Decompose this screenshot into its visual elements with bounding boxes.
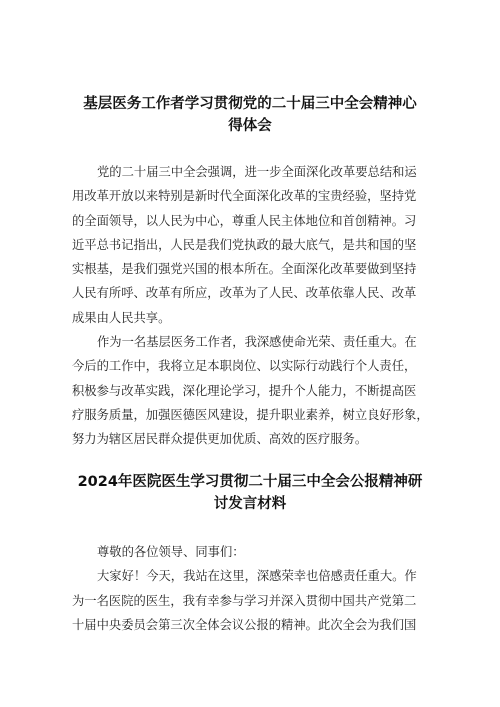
article1-body [72,160,434,452]
article2-salutation: 尊敬的各位领导、同事们： [97,545,245,559]
article1-p1-line: 人民有所呼、改革有所应，改革为了人民、改革依靠人民、改革 [72,286,417,301]
article1-p2-line: 努力为辖区居民群众提供更加优质、高效的医疗服务。 [72,432,368,447]
article2-p1-line: 为一名医院的医生，我有幸参与学习并深入贯彻中国共产党第二 [72,593,417,608]
article1-p2-line: 今后的工作中，我将立足本职岗位、以实际行动践行个人责任， [72,359,417,374]
article2-title-line: 讨发言材料 [213,496,287,512]
article1-p1-line: 的全面领导，以人民为中心，尊重人民主体地位和首创精神。习 [72,213,417,228]
article1-title-line: 得体会 [228,118,272,134]
article1-p1-line: 近平总书记指出，人民是我们党执政的最大底气，是共和国的坚 [72,237,417,252]
article1-title-line: 基层医务工作者学习贯彻党的二十届三中全会精神心 [83,96,417,112]
article2-title-line: 2024年医院医生学习贯彻二十届三中全会公报精神研 [77,474,423,490]
article1-p1-line: 用改革开放以来特别是新时代全面深化改革的宝贵经验，坚持党 [72,189,417,204]
article2-body [72,540,434,637]
article2-title [60,471,440,515]
article1-p2-line: 作为一名基层医务工作者，我深感使命光荣、责任重大。在 [97,335,417,350]
article1-p2-line: 疗服务质量，加强医德医风建设，提升职业素养，树立良好形象， [72,407,429,422]
article1-p1-line: 实根基，是我们强党兴国的根本所在。全面深化改革要做到坚持 [72,262,417,277]
article2-p1-line: 十届中央委员会第三次全体会议公报的精神。此次全会为我们国 [72,617,417,632]
article1-p1-line: 成果由人民共享。 [72,310,171,325]
article1-p2-line: 积极参与改革实践，深化理论学习，提升个人能力，不断提高医 [72,383,417,398]
article1-title [60,93,440,137]
article1-p1-line: 党的二十届三中全会强调，进一步全面深化改革要总结和运 [97,165,417,179]
article2-p1-line: 大家好！今天，我站在这里，深感荣幸也倍感责任重大。作 [97,569,417,584]
